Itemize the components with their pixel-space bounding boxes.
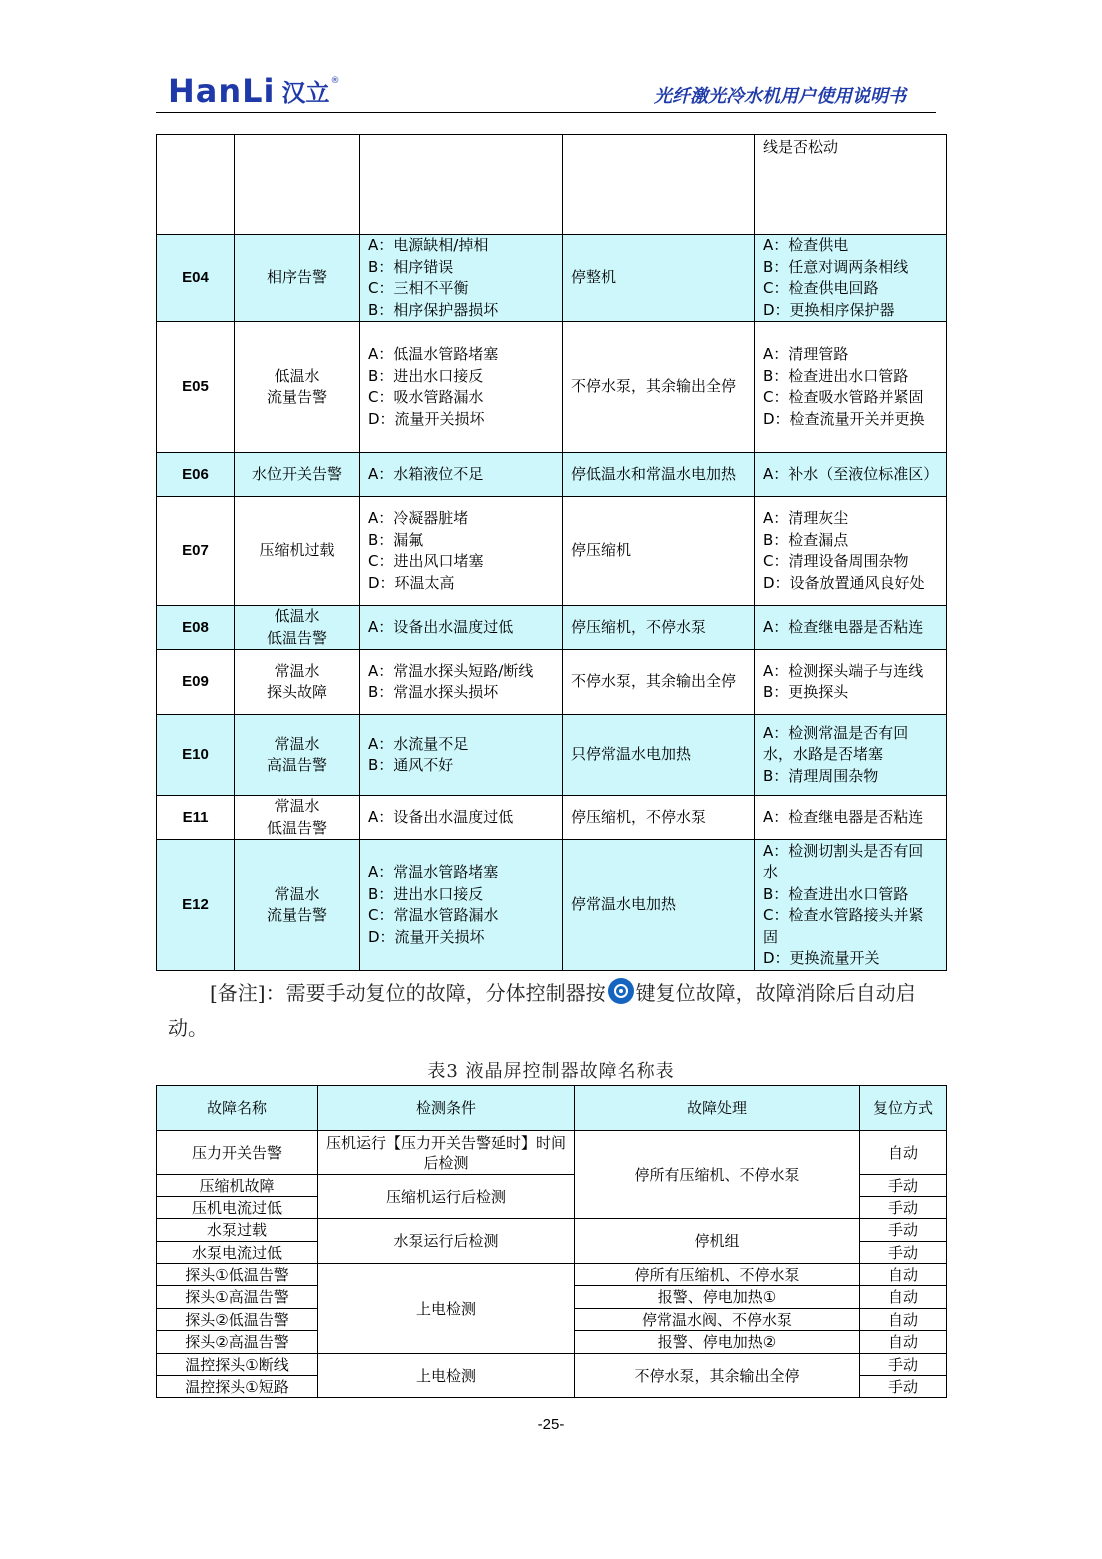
fault-action: 停机组: [575, 1219, 860, 1264]
solution-line: D：检查流量开关并更换: [763, 409, 925, 428]
solution-line: A：检测探头端子与连线: [763, 661, 924, 680]
fault-solutions: [755, 840, 947, 971]
fault-action: 不停水泵，其余输出全停: [575, 1354, 860, 1398]
fault-action: 报警、停电加热①: [575, 1286, 860, 1309]
fault-name-line: 流量告警: [266, 388, 327, 406]
fault-action: 停所有压缩机、不停水泵: [575, 1264, 860, 1286]
detect-condition: 压机运行【压力开关告警延时】时间后检测: [318, 1131, 575, 1175]
fault-name-line: 低温告警: [266, 818, 327, 837]
note-text-2: 键复位故障，故障消除后自动启动。: [168, 981, 916, 1040]
fault-action: 停所有压缩机、不停水泵: [575, 1131, 860, 1219]
cause-line: B：通风不好: [368, 756, 454, 774]
fault-name: 水泵电流过低: [157, 1242, 318, 1264]
solution-line: B：检查漏点: [763, 530, 849, 549]
fault-name: 探头①高温告警: [157, 1286, 318, 1309]
hanli-logo: [168, 68, 340, 108]
reset-mode: 手动: [860, 1376, 947, 1398]
fault-solutions: [755, 606, 947, 650]
gear-icon: [608, 978, 634, 1004]
reset-mode: 自动: [860, 1286, 947, 1309]
fault-code: E11: [157, 796, 235, 840]
solution-line: B：更换探头: [763, 683, 849, 701]
table-caption: 表3 液晶屏控制器故障名称表: [427, 1061, 675, 1082]
fault-code: E05: [157, 322, 235, 453]
fault-action: 停压缩机: [563, 497, 755, 606]
reset-mode: 手动: [860, 1242, 947, 1264]
cause-line: A：水箱液位不足: [368, 464, 484, 483]
solution-line: A：检查继电器是否粘连: [763, 807, 924, 826]
table-row: [157, 453, 947, 497]
logo-en-text: HanLi: [168, 72, 276, 110]
page-number: -25-: [537, 1416, 565, 1433]
document-title: 光纤激光冷水机用户使用说明书: [654, 86, 906, 107]
cause-line: C：吸水管路漏水: [368, 388, 484, 406]
fault-name-line: 高温告警: [266, 756, 327, 774]
fault-name: 压机电流过低: [157, 1197, 318, 1219]
fault-name: [235, 715, 360, 796]
fault-name-line: 低温水: [274, 607, 320, 625]
fault-name: [235, 453, 360, 497]
table-row: [157, 322, 947, 453]
solution-line: C：检查吸水管路并紧固: [763, 388, 924, 406]
fault-action: 报警、停电加热②: [575, 1331, 860, 1354]
table-row: [157, 235, 947, 322]
fault-name-line: 压缩机过载: [259, 541, 335, 560]
solution-line: C：检查水管路接头并紧固: [763, 906, 924, 946]
reset-note: [168, 976, 938, 1046]
table-row: [157, 1219, 947, 1242]
table-row-continuation: [157, 135, 947, 235]
fault-name: [235, 840, 360, 971]
solution-line: A：检测切割头是否有回水: [763, 841, 924, 881]
fault-causes: [360, 606, 563, 650]
solution-line: B：检查进出水口管路: [763, 366, 909, 385]
cause-line: C：进出风口堵塞: [368, 552, 484, 570]
fault-name-line: 流量告警: [266, 906, 327, 924]
solution-line: A：检查供电: [763, 236, 849, 254]
cause-line: B：相序保护器损坏: [368, 300, 499, 319]
fault-name: [235, 235, 360, 322]
cause-line: B：漏氟: [368, 530, 424, 549]
fault-causes: [360, 840, 563, 971]
fault-solutions: [755, 322, 947, 453]
table-row: [157, 1354, 947, 1376]
reset-mode: 手动: [860, 1354, 947, 1376]
fault-action: 停压缩机，不停水泵: [563, 606, 755, 650]
cause-line: A：常温水探头短路/断线: [368, 661, 534, 680]
fault-solutions: [755, 235, 947, 322]
solution-line: B：清理周围杂物: [763, 766, 879, 785]
fault-action: 只停常温水电加热: [563, 715, 755, 796]
table-row: [157, 497, 947, 606]
fault-causes: [360, 650, 563, 715]
solution-line: D：设备放置通风良好处: [763, 573, 925, 592]
fault-name: 探头②低温告警: [157, 1309, 318, 1331]
solution-line: D：更换流量开关: [763, 949, 880, 967]
header-reset: 复位方式: [860, 1086, 947, 1131]
solution-line: A：检测常温是否有回水，水路是否堵塞: [763, 723, 909, 764]
fault-name: 压力开关告警: [157, 1131, 318, 1175]
fault-code: E12: [157, 840, 235, 971]
fault-name: 探头①低温告警: [157, 1264, 318, 1286]
header-action: 故障处理: [575, 1086, 860, 1131]
fault-name-line: 相序告警: [266, 268, 327, 287]
fault-code: E06: [157, 453, 235, 497]
fault-causes: [360, 322, 563, 453]
fault-name-line: 常温水: [274, 734, 320, 753]
cause-line: C：三相不平衡: [368, 279, 469, 297]
fault-name-line: 常温水: [274, 797, 320, 815]
fault-code: E09: [157, 650, 235, 715]
reset-mode: 自动: [860, 1131, 947, 1175]
header-fault-name: 故障名称: [157, 1086, 318, 1131]
cause-line: A：设备出水温度过低: [368, 617, 514, 636]
detect-condition: 上电检测: [318, 1354, 575, 1398]
fault-causes: [360, 235, 563, 322]
fault-name: 温控探头①短路: [157, 1376, 318, 1398]
cause-line: A：常温水管路堵塞: [368, 863, 499, 881]
lcd-fault-table: [156, 1085, 947, 1398]
fault-code: E04: [157, 235, 235, 322]
cause-line: B：进出水口接反: [368, 366, 484, 385]
fault-solutions: [755, 715, 947, 796]
reset-mode: 手动: [860, 1175, 947, 1197]
fault-action: 停低温水和常温水电加热: [563, 453, 755, 497]
fault-action: 停常温水阀、不停水泵: [575, 1309, 860, 1331]
table-row: [157, 1264, 947, 1286]
solution-line: C：检查供电回路: [763, 279, 879, 297]
fault-code: E08: [157, 606, 235, 650]
table-row: [157, 840, 947, 971]
cause-line: A：低温水管路堵塞: [368, 345, 499, 363]
reset-mode: 手动: [860, 1219, 947, 1242]
fault-solutions: [755, 796, 947, 840]
fault-name: [235, 606, 360, 650]
solution-line: C：清理设备周围杂物: [763, 552, 909, 570]
cause-line: B：进出水口接反: [368, 884, 484, 903]
fault-name: 压缩机故障: [157, 1175, 318, 1197]
fault-name-line: 常温水: [274, 884, 320, 903]
fault-name: [235, 497, 360, 606]
cause-line: A：电源缺相/掉相: [368, 236, 489, 254]
reset-mode: 自动: [860, 1264, 947, 1286]
fault-action: 停整机: [563, 235, 755, 322]
fault-name: [235, 650, 360, 715]
cause-line: B：相序错误: [368, 257, 454, 276]
fault-solutions: [755, 497, 947, 606]
fault-code: E07: [157, 497, 235, 606]
logo-cn-text: 汉立: [281, 78, 330, 107]
detect-condition: 水泵运行后检测: [318, 1219, 575, 1264]
table-row: [157, 650, 947, 715]
fault-solutions: [755, 650, 947, 715]
fault-code: E10: [157, 715, 235, 796]
fault-name-line: 低温水: [274, 366, 320, 385]
fault-name: [235, 796, 360, 840]
table-row: [157, 606, 947, 650]
fault-action: 不停水泵，其余输出全停: [563, 322, 755, 453]
header-condition: 检测条件: [318, 1086, 575, 1131]
table-row: [157, 715, 947, 796]
reset-mode: 自动: [860, 1331, 947, 1354]
fault-name-line: 低温告警: [266, 628, 327, 647]
fault-name-line: 探头故障: [266, 683, 327, 701]
fault-code-table: [156, 134, 947, 971]
cause-line: A：水流量不足: [368, 734, 469, 753]
fault-causes: [360, 497, 563, 606]
table-row: [157, 1131, 947, 1175]
fault-action: 停压缩机，不停水泵: [563, 796, 755, 840]
cause-line: D：环温太高: [368, 573, 455, 592]
cause-line: D：流量开关损坏: [368, 409, 485, 428]
fault-causes: [360, 715, 563, 796]
fault-name: 温控探头①断线: [157, 1354, 318, 1376]
fault-name: [235, 322, 360, 453]
detect-condition: 压缩机运行后检测: [318, 1175, 575, 1219]
table-row: [157, 796, 947, 840]
fault-solutions: [755, 453, 947, 497]
cause-line: C：常温水管路漏水: [368, 906, 499, 924]
cause-line: D：流量开关损坏: [368, 927, 485, 946]
cause-line: A：设备出水温度过低: [368, 807, 514, 826]
reset-mode: 手动: [860, 1197, 947, 1219]
reset-mode: 自动: [860, 1309, 947, 1331]
solution-line: B：任意对调两条相线: [763, 257, 909, 276]
detect-condition: 上电检测: [318, 1264, 575, 1354]
fault-name: 探头②高温告警: [157, 1331, 318, 1354]
fault-action: 不停水泵，其余输出全停: [563, 650, 755, 715]
fault-causes: [360, 453, 563, 497]
cause-line: B：常温水探头损坏: [368, 683, 499, 701]
solution-line: B：检查进出水口管路: [763, 884, 909, 903]
fault-name: 水泵过载: [157, 1219, 318, 1242]
page-header: [156, 62, 936, 113]
fault-causes: [360, 796, 563, 840]
solution-line: A：检查继电器是否粘连: [763, 617, 924, 636]
solution-line: A：补水（至液位标准区）: [763, 464, 939, 483]
fault-name-line: 水位开关告警: [251, 464, 342, 483]
cause-line: A：冷凝器脏堵: [368, 509, 469, 527]
note-text-1: [备注]：需要手动复位的故障，分体控制器按: [210, 981, 606, 1005]
solution-cell: 线是否松动: [755, 135, 947, 235]
solution-line: A：清理管路: [763, 345, 849, 363]
table-header-row: [157, 1086, 947, 1131]
fault-name-line: 常温水: [274, 661, 320, 680]
registered-mark: ®: [330, 76, 340, 86]
solution-line: A：清理灰尘: [763, 509, 849, 527]
fault-action: 停常温水电加热: [563, 840, 755, 971]
solution-line: D：更换相序保护器: [763, 300, 895, 319]
